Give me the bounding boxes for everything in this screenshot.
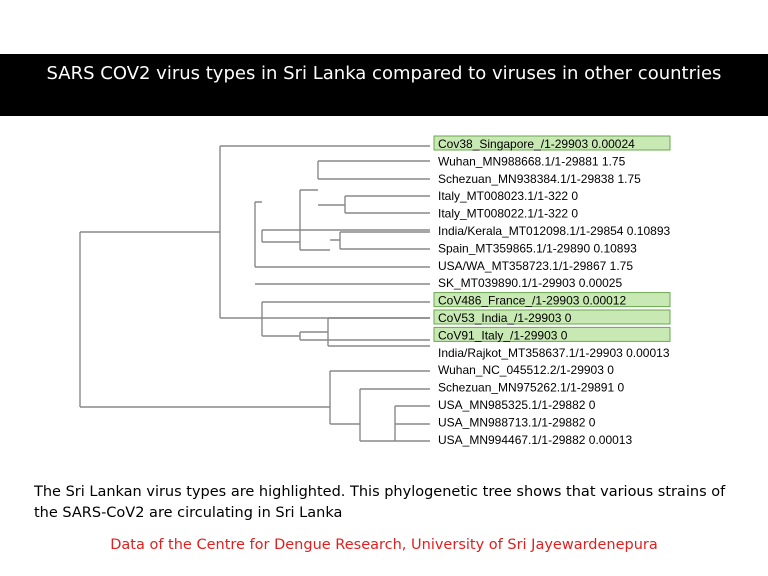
tree-leaf	[438, 415, 596, 429]
leaf-label: CoV91_Italy_/1-29903 0	[438, 328, 568, 343]
caption: The Sri Lankan virus types are highlighted. This phylogenetic tree shows that various strains of the SARS-CoV2 are circulating in Sri Lanka	[34, 484, 726, 521]
leaf-label: India/Kerala_MT012098.1/1-29854 0.10893	[438, 224, 671, 238]
leaf-label: SK_MT039890.1/1-29903 0.00025	[438, 276, 623, 291]
tree-leaf	[434, 310, 670, 325]
tree-leaf	[438, 398, 596, 412]
leaf-label: India/Rajkot_MT358637.1/1-29903 0.00013	[438, 345, 670, 360]
leaf-label: Wuhan_NC_045512.2/1-29903 0	[438, 363, 614, 378]
tree-leaves	[434, 136, 671, 447]
branch-usa	[395, 406, 430, 441]
leaf-label: Italy_MT008022.1/1-322 0	[438, 206, 579, 221]
branch-clade-b	[262, 302, 430, 336]
branch-upper	[255, 202, 430, 267]
tree-leaf	[438, 346, 670, 360]
tree-leaf	[438, 363, 614, 377]
tree-leaf	[438, 189, 578, 203]
leaf-label: USA_MN985325.1/1-29882 0	[438, 398, 596, 412]
branch-wuhan-pair	[318, 161, 430, 179]
leaf-label: CoV53_India_/1-29903 0	[438, 311, 572, 325]
leaf-label: Wuhan_MN988668.1/1-29881 1.75	[438, 154, 626, 169]
tree-leaf	[438, 259, 633, 273]
tree-branches	[80, 146, 430, 441]
branch-wuhan-group	[300, 190, 330, 250]
leaf-label: USA_MN988713.1/1-29882 0	[438, 415, 596, 430]
branch-clade-c	[300, 332, 430, 340]
slide-title: SARS COV2 virus types in Sri Lanka compared to viruses in other countries	[46, 63, 722, 84]
leaf-label: Schezuan_MN975262.1/1-29891 0	[438, 380, 625, 395]
leaf-label: Schezuan_MN938384.1/1-29838 1.75	[438, 171, 641, 186]
tree-leaf	[438, 224, 671, 238]
source-credit: Data of the Centre for Dengue Research, University of Sri Jayewardenepura	[110, 537, 658, 553]
branch-india-spain	[330, 232, 430, 249]
tree-leaf	[434, 136, 670, 151]
tree-leaf	[438, 433, 632, 447]
tree-leaf	[434, 327, 670, 342]
branch-italy-pair	[318, 196, 430, 213]
tree-leaf	[438, 241, 637, 255]
tree-leaf	[438, 276, 622, 290]
tree-leaf	[438, 381, 624, 395]
tree-leaf	[434, 293, 670, 308]
tree-leaf	[438, 154, 626, 168]
branch-clade-d	[328, 318, 430, 346]
leaf-label: USA_MN994467.1/1-29882 0.00013	[438, 432, 633, 447]
branch-lower	[330, 371, 430, 424]
leaf-label: Cov38_Singapore_/1-29903 0.00024	[438, 137, 635, 151]
leaf-label: Spain_MT359865.1/1-29890 0.10893	[438, 241, 637, 256]
branch-root	[80, 232, 330, 407]
leaf-label: CoV486_France_/1-29903 0.00012	[438, 293, 627, 308]
leaf-label: Italy_MT008023.1/1-322 0	[438, 189, 579, 204]
leaf-label: USA/WA_MT358723.1/1-29867 1.75	[438, 258, 634, 273]
tree-leaf	[438, 172, 641, 186]
tree-leaf	[438, 207, 578, 221]
